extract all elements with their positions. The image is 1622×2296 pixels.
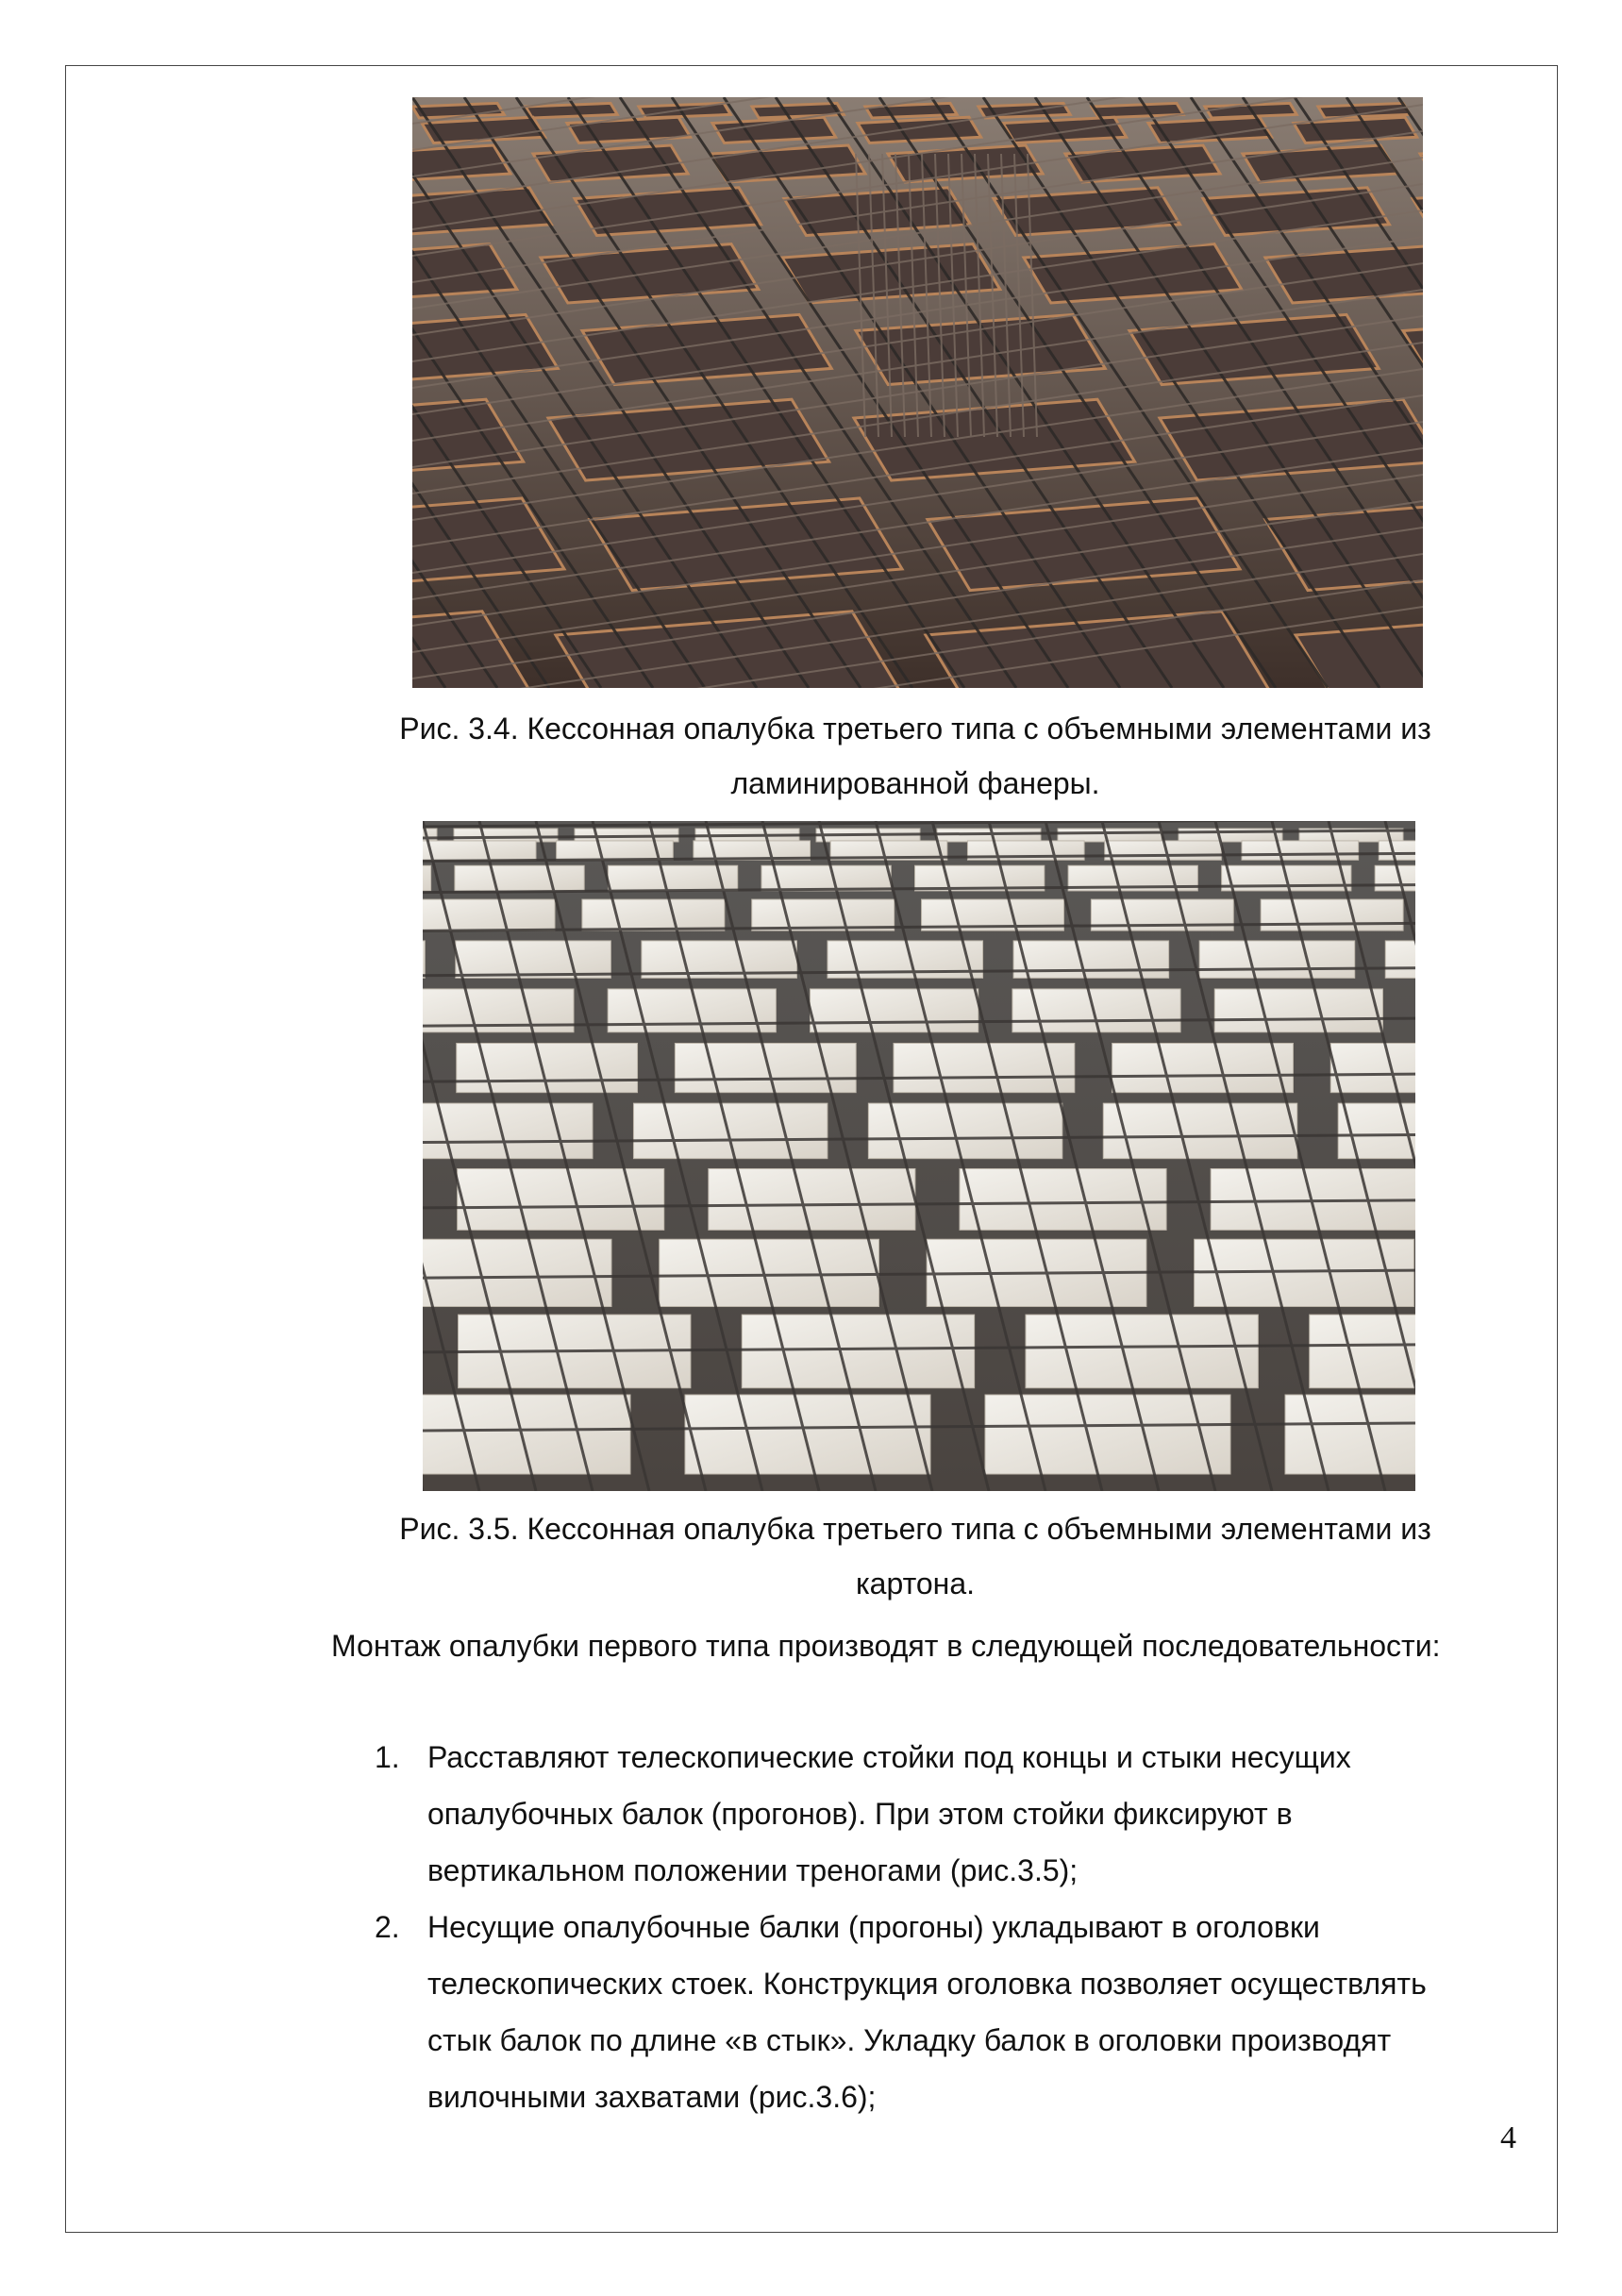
formwork-photo-plywood — [412, 97, 1423, 688]
list-item-text: Расставляют телескопические стойки под концы и стыки несущих опалубочных балок (прогонов). При этом стойки фиксируют в вертикальном положении треногами (рис.3.5); — [427, 1740, 1351, 1887]
figure-caption-3-5: Рис. 3.5. Кессонная опалубка третьего типа с объемными элементами из картона. — [399, 1512, 1431, 1600]
list-item-text: Несущие опалубочные балки (прогоны) укладывают в оголовки телескопических стоек. Конструкция оголовка позволяет осуществлять стык балок по длине «в стык». Укладку балок в оголовки производят вилочными захватами (рис.3.6); — [427, 1910, 1427, 2114]
list-item-number: 2. — [375, 1910, 400, 1944]
intro-paragraph: Монтаж опалубки первого типа производят в следующей последовательности: — [331, 1629, 1441, 1663]
list-item — [375, 1899, 1469, 2125]
list-item — [375, 1729, 1469, 1899]
formwork-photo-cardboard — [423, 821, 1415, 1491]
figure-caption-3-4: Рис. 3.4. Кессонная опалубка третьего типа с объемными элементами из ламинированной фанеры. — [399, 712, 1431, 800]
page-number: 4 — [1500, 2120, 1516, 2155]
steps-list — [375, 1729, 1469, 2125]
list-item-number: 1. — [375, 1740, 400, 1774]
